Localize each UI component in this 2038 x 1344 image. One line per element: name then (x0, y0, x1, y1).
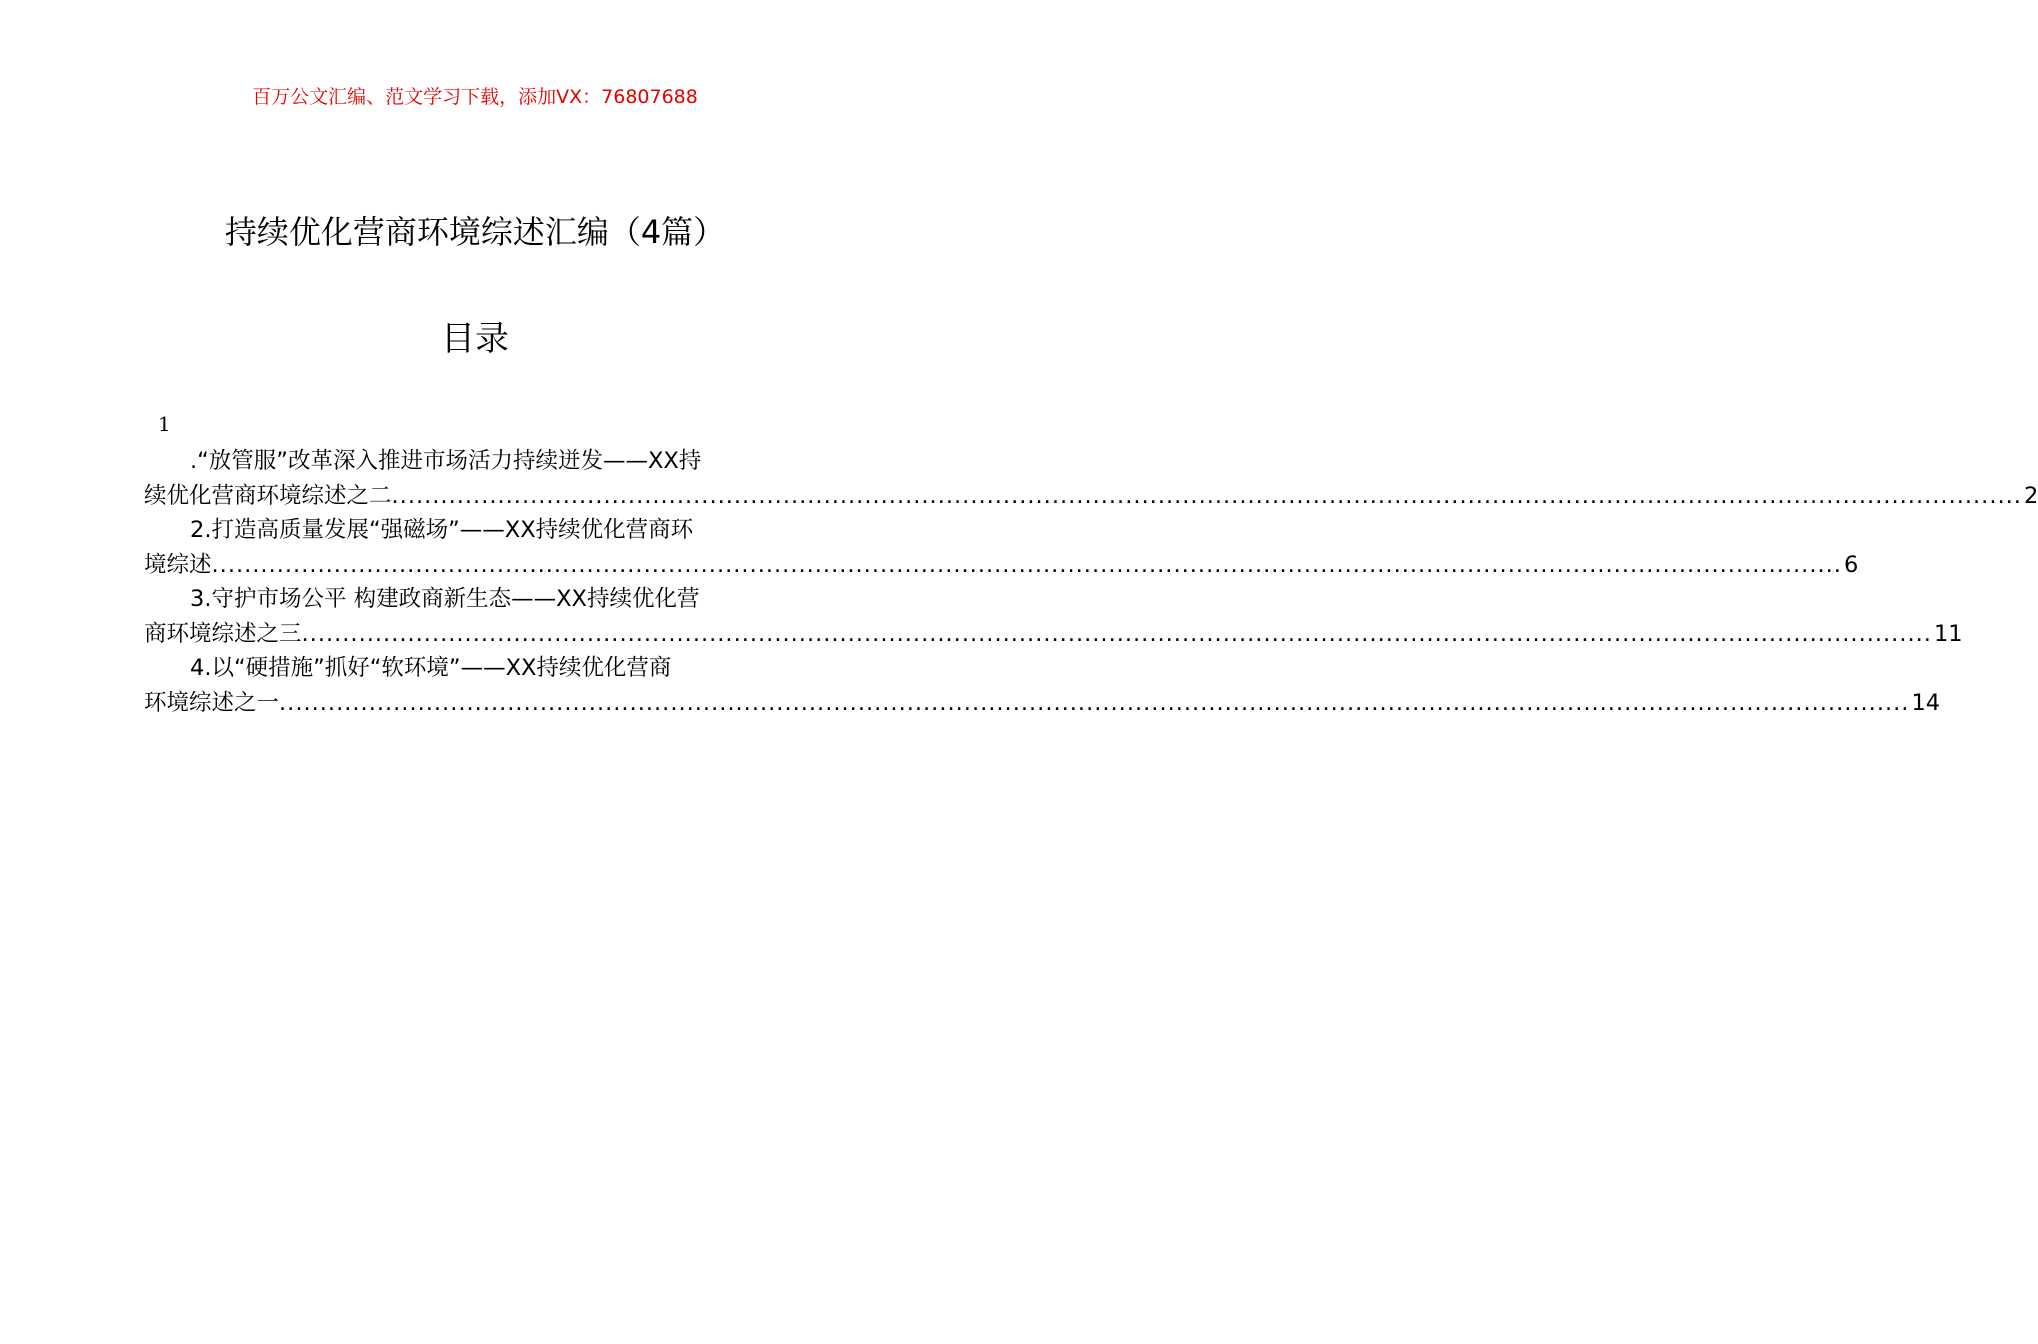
toc-entry-continuation (144, 686, 1941, 721)
toc-entry-title-line: .“放管服”改革深入推进市场活力持续迸发——XX持 (190, 448, 702, 474)
toc-entry-title-continued: 续优化营商环境综述之二 (144, 482, 392, 509)
toc-entry-continuation (144, 548, 1859, 583)
toc-dot-leader: ........................................................................................................................................................................................................ (279, 689, 1910, 716)
stray-list-number: 1 (158, 412, 171, 436)
toc-heading: 目录 (441, 319, 509, 359)
table-of-contents (144, 444, 2038, 720)
toc-entry-title-continued: 境综述 (144, 551, 212, 578)
toc-dot-leader: ........................................................................................................................................................................................................ (301, 620, 1932, 647)
toc-entry-continuation (144, 479, 2038, 514)
toc-dot-leader: ........................................................................................................................................................................................................ (391, 482, 2022, 509)
toc-page-number: 6 (1843, 551, 1859, 578)
toc-entry-title-continued: 商环境综述之三 (144, 620, 302, 647)
toc-entry[interactable] (144, 444, 2038, 513)
toc-entry[interactable] (144, 651, 1941, 720)
toc-entry-title-line: 4.以“硬措施”抓好“软环境”——XX持续优化营商 (190, 655, 672, 681)
toc-page-number: 14 (1911, 689, 1941, 716)
document-title: 持续优化营商环境综述汇编（4篇） (224, 213, 726, 251)
toc-dot-leader: ........................................................................................................................................................................................................ (211, 551, 1842, 578)
toc-entry-title-line: 2.打造高质量发展“强磁场”——XX持续优化营商环 (190, 517, 694, 543)
toc-entry[interactable] (144, 582, 1963, 651)
toc-entry-continuation (144, 617, 1963, 652)
toc-page-number: 11 (1933, 620, 1963, 647)
toc-page-number: 2 (2023, 482, 2038, 509)
toc-entry[interactable] (144, 513, 1859, 582)
header-promo-note: 百万公文汇编、范文学习下载，添加VX：76807688 (252, 86, 698, 108)
toc-entry-title-continued: 环境综述之一 (144, 689, 280, 716)
toc-entry-title-line: 3.守护市场公平 构建政商新生态——XX持续优化营 (190, 586, 700, 612)
